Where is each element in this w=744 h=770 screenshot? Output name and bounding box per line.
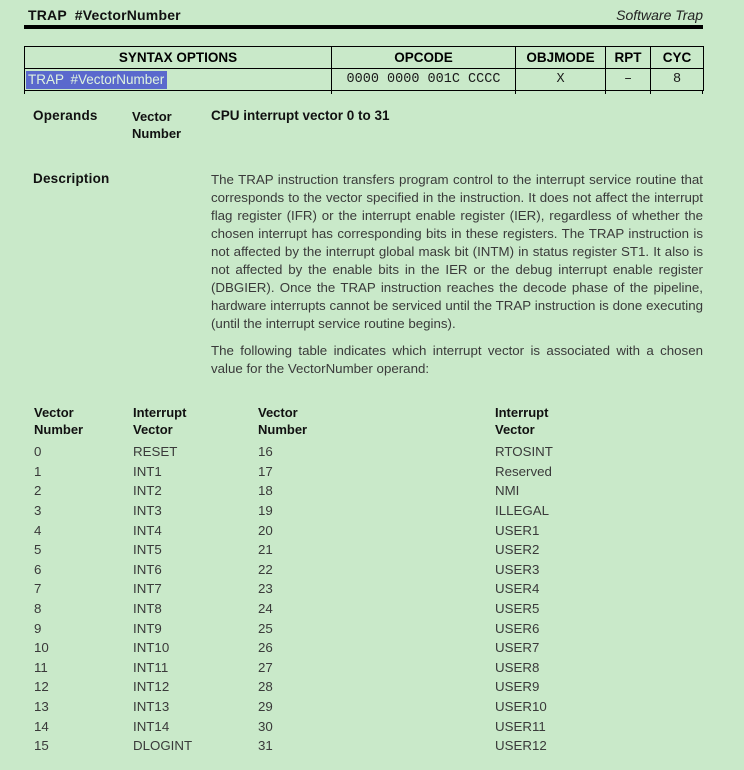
syntax-table-data-row [25,69,704,91]
vector-number-cell: 18 [258,483,273,499]
table-border-stub [605,90,606,94]
vector-number-cell: 28 [258,679,273,695]
interrupt-vector-cell: USER6 [495,620,540,636]
header-rule [24,25,703,29]
interrupt-vector-cell: RESET [133,444,178,460]
vector-number-cell: 10 [34,640,49,656]
description-text [211,171,703,387]
table-border-stub [331,90,332,94]
interrupt-vector-cell: INT1 [133,463,162,479]
vector-number-header-1-line2: Number [34,422,84,437]
vector-table-header [34,404,703,438]
interrupt-vector-cell: INT2 [133,483,162,499]
interrupt-vector-header-2-line2: Vector [495,422,535,437]
vector-number-cell: 20 [258,522,273,538]
vector-number-cell: 6 [34,561,42,577]
operand-name [132,108,204,142]
interrupt-vector-header-2: Interrupt [495,405,549,420]
vector-number-cell: 21 [258,542,273,558]
vector-number-cell: 29 [258,699,273,715]
vector-number-cell: 3 [34,503,42,519]
table-row [34,658,703,678]
syntax-table-header-row [25,47,704,69]
operand-name-line2: Number [132,126,182,141]
interrupt-vector-cell: INT4 [133,522,162,538]
vector-number-cell: 22 [258,561,273,577]
header-objmode: OBJMODE [516,47,606,69]
table-row [34,716,703,736]
vector-table [34,404,703,756]
table-row [34,736,703,756]
header-syntax-options: SYNTAX OPTIONS [25,47,332,69]
header-rpt: RPT [606,47,651,69]
rpt-cell: – [606,69,651,91]
vector-number-cell: 24 [258,601,273,617]
table-row [34,481,703,501]
interrupt-vector-cell: INT8 [133,601,162,617]
vector-number-cell: 15 [34,738,49,754]
interrupt-vector-cell: INT6 [133,561,162,577]
vector-number-cell: 11 [34,659,48,675]
interrupt-vector-cell: INT10 [133,640,170,656]
table-row [34,520,703,540]
table-row [34,579,703,599]
description-paragraph-2: The following table indicates which interrupt vector is associated with a chosen value for the VectorNumber operand: [211,343,703,376]
vector-number-header-1: Vector [34,405,74,420]
table-row [34,677,703,697]
table-border-stub [24,90,25,94]
vector-number-cell: 2 [34,483,42,499]
vector-number-cell: 4 [34,522,42,538]
vector-number-cell: 0 [34,444,42,460]
vector-number-cell: 12 [34,679,49,695]
table-row [34,599,703,619]
table-border-stub [515,90,516,94]
description-label: Description [33,171,110,186]
vector-number-header-2-line2: Number [258,422,308,437]
interrupt-vector-cell: ILLEGAL [495,503,549,519]
interrupt-vector-header-1-line2: Vector [133,422,173,437]
interrupt-vector-cell: INT3 [133,503,162,519]
vector-number-cell: 16 [258,444,273,460]
interrupt-vector-cell: USER9 [495,679,540,695]
interrupt-vector-cell: USER12 [495,738,547,754]
table-row [34,501,703,521]
table-row [34,560,703,580]
page-title: TRAP #VectorNumber [28,7,181,23]
opcode-cell: 0000 0000 001C CCCC [332,69,516,91]
vector-number-cell: 26 [258,640,273,656]
interrupt-vector-cell: RTOSINT [495,444,553,460]
objmode-cell: X [516,69,606,91]
vector-number-cell: 27 [258,659,273,675]
interrupt-vector-cell: USER7 [495,640,540,656]
vector-table-body [34,442,703,756]
vector-number-cell: 31 [258,738,273,754]
interrupt-vector-cell: NMI [495,483,520,499]
operands-label: Operands [33,108,98,123]
interrupt-vector-cell: USER5 [495,601,540,617]
interrupt-vector-cell: USER3 [495,561,540,577]
interrupt-vector-cell: USER11 [495,718,546,734]
interrupt-vector-cell: USER2 [495,542,540,558]
syntax-table [24,46,704,91]
vector-number-cell: 1 [34,463,42,479]
table-border-stub [702,90,703,94]
header-opcode: OPCODE [332,47,516,69]
description-paragraph-1: The TRAP instruction transfers program control to the interrupt service routine that corresponds to the vector specified in the instruction. It does not affect the interrupt flag register (IFR) or the interrupt enable register (IER), regardless of whether the chosen interrupt has corresponding bits in these registers. The TRAP instruction is not affected by the interrupt global mask bit (INTM) in status register ST1. It also is not affected by the enable bits in the IER or the debug interrupt enable register (DBGIER). Once the TRAP instruction reaches the decode phase of the pipeline, hardware interrupts cannot be serviced until the TRAP instruction is done executing (until the interrupt service routine begins). [211,172,703,331]
interrupt-vector-cell: USER10 [495,699,547,715]
selected-syntax-text[interactable]: TRAP #VectorNumber [26,71,167,89]
syntax-cell [25,69,332,91]
table-row [34,618,703,638]
interrupt-vector-cell: INT13 [133,699,170,715]
interrupt-vector-cell: USER4 [495,581,540,597]
interrupt-vector-header-1: Interrupt [133,405,187,420]
interrupt-vector-cell: INT9 [133,620,162,636]
vector-number-cell: 8 [34,601,42,617]
interrupt-vector-cell: INT11 [133,659,169,675]
interrupt-vector-cell: INT12 [133,679,170,695]
table-row [34,697,703,717]
vector-number-cell: 17 [258,463,273,479]
interrupt-vector-cell: INT7 [133,581,162,597]
vector-number-cell: 13 [34,699,49,715]
interrupt-vector-cell: USER1 [495,522,540,538]
vector-number-cell: 5 [34,542,42,558]
cyc-cell: 8 [651,69,704,91]
vector-number-cell: 9 [34,620,42,636]
operand-name-line1: Vector [132,109,172,124]
interrupt-vector-cell: INT14 [133,718,170,734]
table-row [34,442,703,462]
table-border-stub [650,90,651,94]
interrupt-vector-cell: DLOGINT [133,738,193,754]
interrupt-vector-cell: USER8 [495,659,540,675]
vector-number-cell: 19 [258,503,273,519]
vector-number-cell: 30 [258,718,273,734]
vector-number-cell: 7 [34,581,42,597]
page-subtitle: Software Trap [616,7,703,23]
table-row [34,540,703,560]
vector-number-cell: 14 [34,718,49,734]
operand-description: CPU interrupt vector 0 to 31 [211,108,390,123]
vector-number-cell: 23 [258,581,273,597]
vector-number-header-2: Vector [258,405,298,420]
header-cyc: CYC [651,47,704,69]
interrupt-vector-cell: Reserved [495,463,552,479]
table-row [34,462,703,482]
vector-number-cell: 25 [258,620,273,636]
interrupt-vector-cell: INT5 [133,542,162,558]
table-row [34,638,703,658]
